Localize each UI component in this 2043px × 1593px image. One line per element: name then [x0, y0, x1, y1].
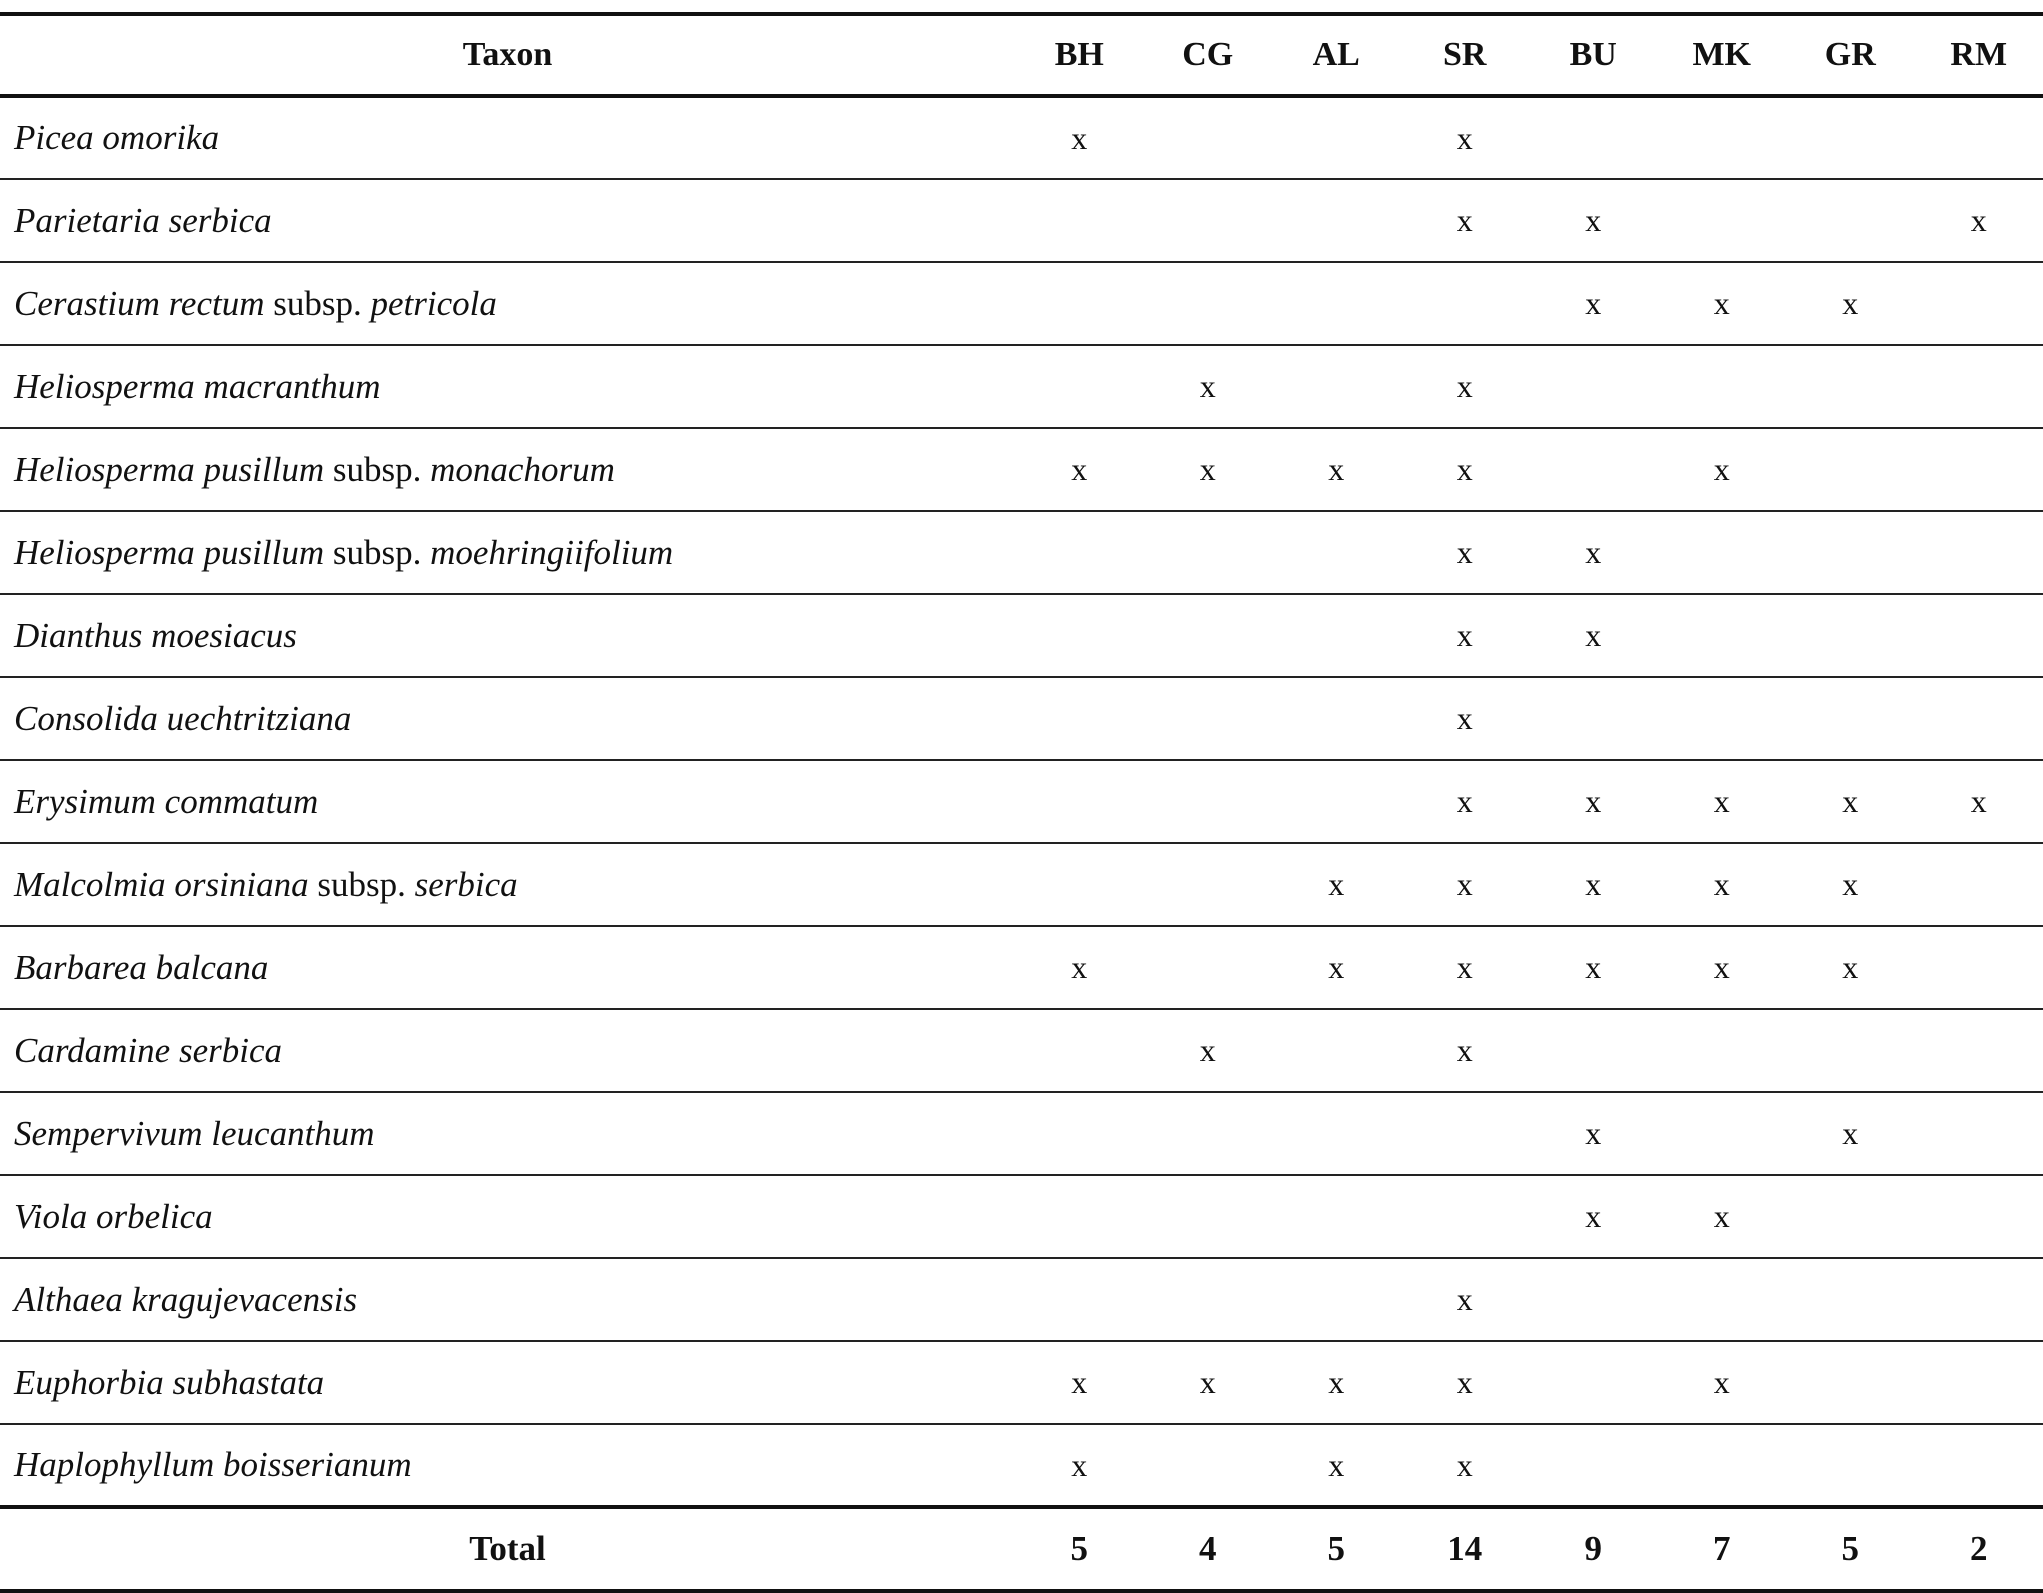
presence-cell: [1529, 179, 1658, 262]
presence-cell: [1272, 843, 1401, 926]
table-row: [0, 926, 2043, 1009]
taxon-genus-species: Erysimum commatum: [14, 782, 318, 821]
presence-cell: [1915, 428, 2043, 511]
header-site: CG: [1144, 14, 1273, 96]
presence-cell: [1401, 179, 1530, 262]
total-value: 2: [1915, 1507, 2043, 1591]
presence-mark: x: [1328, 1447, 1344, 1483]
presence-cell: [1915, 1341, 2043, 1424]
table-row: [0, 96, 2043, 179]
presence-mark: x: [1585, 617, 1601, 653]
presence-cell: [1401, 1009, 1530, 1092]
presence-cell: [1401, 428, 1530, 511]
presence-cell: [1401, 1175, 1530, 1258]
table-row: [0, 843, 2043, 926]
presence-mark: x: [1585, 783, 1601, 819]
presence-cell: [1915, 1175, 2043, 1258]
presence-mark: x: [1585, 1115, 1601, 1151]
presence-cell: [1658, 760, 1787, 843]
taxon-genus-species: Heliosperma macranthum: [14, 367, 381, 406]
taxon-genus-species: Cardamine serbica: [14, 1031, 282, 1070]
presence-cell: [1915, 262, 2043, 345]
presence-mark: x: [1457, 1447, 1473, 1483]
taxon-genus-species: Heliosperma pusillum: [14, 533, 324, 572]
presence-cell: [1144, 760, 1273, 843]
presence-cell: [1915, 594, 2043, 677]
presence-cell: [1786, 843, 1915, 926]
presence-cell: [1786, 1258, 1915, 1341]
presence-cell: [1658, 843, 1787, 926]
taxon-genus-species: Heliosperma pusillum: [14, 450, 324, 489]
taxon-genus-species: Euphorbia subhastata: [14, 1363, 324, 1402]
total-value: 5: [1786, 1507, 1915, 1591]
table-row: [0, 1258, 2043, 1341]
presence-mark: x: [1842, 866, 1858, 902]
presence-cell: [1401, 1341, 1530, 1424]
presence-mark: x: [1714, 285, 1730, 321]
presence-cell: [1015, 760, 1144, 843]
presence-mark: x: [1071, 120, 1087, 156]
presence-mark: x: [1200, 1032, 1216, 1068]
presence-cell: [1658, 677, 1787, 760]
total-value: 5: [1015, 1507, 1144, 1591]
presence-cell: [1015, 179, 1144, 262]
taxon-name: [0, 179, 1015, 262]
presence-mark: x: [1457, 1364, 1473, 1400]
taxon-name: [0, 1175, 1015, 1258]
presence-cell: [1401, 1092, 1530, 1175]
presence-mark: x: [1585, 534, 1601, 570]
presence-mark: x: [1457, 120, 1473, 156]
presence-mark: x: [1585, 1198, 1601, 1234]
presence-cell: [1786, 428, 1915, 511]
taxon-name: [0, 843, 1015, 926]
presence-cell: [1272, 1175, 1401, 1258]
presence-cell: [1786, 594, 1915, 677]
taxon-rank: subsp.: [333, 450, 422, 489]
taxon-genus-species: Cerastium rectum: [14, 284, 265, 323]
presence-cell: [1658, 96, 1787, 179]
taxon-name: [0, 760, 1015, 843]
taxon-name: [0, 262, 1015, 345]
taxon-name: [0, 1092, 1015, 1175]
presence-mark: x: [1328, 866, 1344, 902]
presence-mark: x: [1457, 783, 1473, 819]
presence-cell: [1144, 262, 1273, 345]
presence-cell: [1529, 594, 1658, 677]
table-row: [0, 1341, 2043, 1424]
table-row: [0, 345, 2043, 428]
taxon-name: [0, 1424, 1015, 1507]
presence-mark: x: [1457, 700, 1473, 736]
table-row: [0, 1175, 2043, 1258]
presence-cell: [1658, 1424, 1787, 1507]
presence-cell: [1401, 843, 1530, 926]
taxon-name: [0, 511, 1015, 594]
presence-cell: [1658, 179, 1787, 262]
table-header: [0, 14, 2043, 96]
presence-cell: [1015, 1258, 1144, 1341]
presence-cell: [1786, 1341, 1915, 1424]
table-row: [0, 1092, 2043, 1175]
presence-cell: [1529, 262, 1658, 345]
presence-cell: [1144, 1258, 1273, 1341]
table-footer: [0, 1507, 2043, 1591]
presence-mark: x: [1071, 451, 1087, 487]
table-row: [0, 1424, 2043, 1507]
presence-cell: [1144, 926, 1273, 1009]
taxon-genus-species: Haplophyllum boisserianum: [14, 1445, 412, 1484]
presence-cell: [1015, 1175, 1144, 1258]
taxon-genus-species: Picea omorika: [14, 118, 219, 157]
presence-cell: [1401, 1424, 1530, 1507]
presence-mark: x: [1842, 285, 1858, 321]
presence-cell: [1272, 594, 1401, 677]
header-site: MK: [1658, 14, 1787, 96]
presence-cell: [1401, 345, 1530, 428]
presence-mark: x: [1971, 202, 1987, 238]
presence-cell: [1015, 1092, 1144, 1175]
presence-cell: [1144, 96, 1273, 179]
presence-cell: [1401, 96, 1530, 179]
presence-cell: [1529, 926, 1658, 1009]
presence-cell: [1529, 1258, 1658, 1341]
presence-cell: [1015, 96, 1144, 179]
presence-cell: [1658, 1341, 1787, 1424]
header-site: SR: [1401, 14, 1530, 96]
presence-cell: [1272, 1092, 1401, 1175]
presence-cell: [1401, 594, 1530, 677]
presence-mark: x: [1328, 451, 1344, 487]
presence-cell: [1401, 760, 1530, 843]
presence-mark: x: [1971, 783, 1987, 819]
presence-cell: [1015, 262, 1144, 345]
presence-cell: [1272, 1009, 1401, 1092]
presence-cell: [1529, 345, 1658, 428]
header-taxon: Taxon: [0, 14, 1015, 96]
presence-mark: x: [1071, 1364, 1087, 1400]
presence-cell: [1015, 926, 1144, 1009]
presence-mark: x: [1457, 1281, 1473, 1317]
table-row: [0, 179, 2043, 262]
presence-cell: [1144, 677, 1273, 760]
presence-cell: [1786, 1009, 1915, 1092]
presence-cell: [1529, 843, 1658, 926]
presence-mark: x: [1457, 866, 1473, 902]
presence-mark: x: [1200, 1364, 1216, 1400]
presence-cell: [1786, 760, 1915, 843]
total-value: 5: [1272, 1507, 1401, 1591]
taxon-name: [0, 1009, 1015, 1092]
taxon-genus-species: Parietaria serbica: [14, 201, 272, 240]
presence-cell: [1272, 1424, 1401, 1507]
presence-cell: [1915, 843, 2043, 926]
presence-cell: [1915, 760, 2043, 843]
presence-mark: x: [1457, 451, 1473, 487]
presence-mark: x: [1714, 1198, 1730, 1234]
presence-cell: [1015, 677, 1144, 760]
presence-cell: [1658, 1092, 1787, 1175]
presence-cell: [1015, 345, 1144, 428]
presence-mark: x: [1457, 949, 1473, 985]
taxon-name: [0, 594, 1015, 677]
presence-cell: [1529, 1092, 1658, 1175]
total-value: 4: [1144, 1507, 1273, 1591]
presence-mark: x: [1071, 949, 1087, 985]
taxon-genus-species: Malcolmia orsiniana: [14, 865, 309, 904]
taxon-genus-species: Barbarea balcana: [14, 948, 268, 987]
presence-cell: [1658, 428, 1787, 511]
presence-cell: [1272, 179, 1401, 262]
presence-mark: x: [1714, 866, 1730, 902]
presence-cell: [1144, 843, 1273, 926]
presence-cell: [1529, 1424, 1658, 1507]
taxon-genus-species: Althaea kragujevacensis: [14, 1280, 357, 1319]
header-row: [0, 14, 2043, 96]
presence-cell: [1658, 1258, 1787, 1341]
presence-cell: [1915, 926, 2043, 1009]
table-body: [0, 96, 2043, 1507]
presence-cell: [1144, 1009, 1273, 1092]
presence-cell: [1272, 511, 1401, 594]
table-row: [0, 511, 2043, 594]
presence-cell: [1658, 1175, 1787, 1258]
taxon-genus-species: Consolida uechtritziana: [14, 699, 351, 738]
table-row: [0, 1009, 2043, 1092]
presence-cell: [1658, 345, 1787, 428]
presence-cell: [1786, 1424, 1915, 1507]
presence-cell: [1786, 345, 1915, 428]
presence-mark: x: [1714, 451, 1730, 487]
presence-cell: [1786, 96, 1915, 179]
presence-mark: x: [1585, 949, 1601, 985]
presence-mark: x: [1457, 617, 1473, 653]
presence-mark: x: [1585, 285, 1601, 321]
total-label: Total: [0, 1507, 1015, 1591]
presence-mark: x: [1842, 949, 1858, 985]
presence-cell: [1144, 179, 1273, 262]
presence-cell: [1401, 926, 1530, 1009]
presence-cell: [1272, 1341, 1401, 1424]
presence-mark: x: [1328, 949, 1344, 985]
taxon-name: [0, 1258, 1015, 1341]
total-row: [0, 1507, 2043, 1591]
presence-cell: [1915, 1424, 2043, 1507]
presence-cell: [1915, 96, 2043, 179]
presence-cell: [1144, 594, 1273, 677]
presence-cell: [1658, 1009, 1787, 1092]
taxon-infraspecific: moehringiifolium: [430, 533, 673, 572]
presence-mark: x: [1842, 783, 1858, 819]
taxon-name: [0, 926, 1015, 1009]
presence-cell: [1915, 1009, 2043, 1092]
taxon-name: [0, 677, 1015, 760]
presence-cell: [1015, 511, 1144, 594]
presence-cell: [1529, 1341, 1658, 1424]
presence-cell: [1401, 677, 1530, 760]
table-row: [0, 760, 2043, 843]
presence-cell: [1786, 1092, 1915, 1175]
taxon-infraspecific: monachorum: [430, 450, 615, 489]
presence-mark: x: [1071, 1447, 1087, 1483]
presence-mark: x: [1842, 1115, 1858, 1151]
presence-cell: [1529, 1175, 1658, 1258]
presence-cell: [1529, 1009, 1658, 1092]
presence-cell: [1401, 1258, 1530, 1341]
presence-cell: [1658, 262, 1787, 345]
presence-mark: x: [1457, 1032, 1473, 1068]
taxon-rank: subsp.: [273, 284, 362, 323]
taxon-genus-species: Sempervivum leucanthum: [14, 1114, 375, 1153]
presence-cell: [1529, 96, 1658, 179]
presence-cell: [1272, 345, 1401, 428]
presence-mark: x: [1457, 534, 1473, 570]
presence-mark: x: [1457, 368, 1473, 404]
header-site: BU: [1529, 14, 1658, 96]
table-row: [0, 677, 2043, 760]
total-value: 14: [1401, 1507, 1530, 1591]
taxon-name: [0, 428, 1015, 511]
presence-cell: [1015, 843, 1144, 926]
presence-mark: x: [1457, 202, 1473, 238]
presence-cell: [1786, 179, 1915, 262]
taxon-genus-species: Dianthus moesiacus: [14, 616, 297, 655]
presence-mark: x: [1714, 1364, 1730, 1400]
presence-mark: x: [1714, 949, 1730, 985]
presence-cell: [1658, 511, 1787, 594]
presence-cell: [1144, 428, 1273, 511]
presence-cell: [1272, 926, 1401, 1009]
presence-cell: [1272, 677, 1401, 760]
presence-cell: [1144, 1424, 1273, 1507]
total-value: 9: [1529, 1507, 1658, 1591]
presence-cell: [1144, 1092, 1273, 1175]
presence-cell: [1015, 1424, 1144, 1507]
table-row: [0, 428, 2043, 511]
taxon-rank: subsp.: [333, 533, 422, 572]
header-site: GR: [1786, 14, 1915, 96]
presence-cell: [1529, 760, 1658, 843]
total-value: 7: [1658, 1507, 1787, 1591]
presence-cell: [1272, 428, 1401, 511]
presence-cell: [1786, 262, 1915, 345]
presence-cell: [1529, 677, 1658, 760]
presence-cell: [1915, 511, 2043, 594]
presence-cell: [1272, 96, 1401, 179]
presence-cell: [1015, 428, 1144, 511]
presence-cell: [1144, 1175, 1273, 1258]
presence-cell: [1529, 428, 1658, 511]
taxon-distribution-table: [0, 12, 2043, 1593]
presence-cell: [1786, 926, 1915, 1009]
header-site: RM: [1915, 14, 2043, 96]
presence-cell: [1915, 179, 2043, 262]
taxon-rank: subsp.: [317, 865, 406, 904]
taxon-genus-species: Viola orbelica: [14, 1197, 213, 1236]
presence-mark: x: [1585, 866, 1601, 902]
header-site: AL: [1272, 14, 1401, 96]
presence-cell: [1529, 511, 1658, 594]
presence-cell: [1658, 926, 1787, 1009]
presence-cell: [1401, 262, 1530, 345]
presence-mark: x: [1714, 783, 1730, 819]
presence-cell: [1272, 1258, 1401, 1341]
presence-mark: x: [1200, 368, 1216, 404]
taxon-name: [0, 96, 1015, 179]
presence-cell: [1015, 594, 1144, 677]
presence-cell: [1015, 1009, 1144, 1092]
taxon-name: [0, 1341, 1015, 1424]
presence-cell: [1401, 511, 1530, 594]
presence-cell: [1915, 1258, 2043, 1341]
presence-cell: [1786, 511, 1915, 594]
table-row: [0, 262, 2043, 345]
presence-cell: [1915, 677, 2043, 760]
presence-mark: x: [1328, 1364, 1344, 1400]
presence-cell: [1915, 345, 2043, 428]
presence-cell: [1144, 511, 1273, 594]
taxon-infraspecific: petricola: [371, 284, 497, 323]
table-row: [0, 594, 2043, 677]
presence-cell: [1786, 677, 1915, 760]
taxon-name: [0, 345, 1015, 428]
header-site: BH: [1015, 14, 1144, 96]
presence-cell: [1915, 1092, 2043, 1175]
presence-cell: [1658, 594, 1787, 677]
taxon-infraspecific: serbica: [415, 865, 518, 904]
presence-cell: [1144, 1341, 1273, 1424]
presence-cell: [1272, 760, 1401, 843]
presence-mark: x: [1200, 451, 1216, 487]
presence-cell: [1272, 262, 1401, 345]
presence-cell: [1144, 345, 1273, 428]
presence-cell: [1786, 1175, 1915, 1258]
presence-mark: x: [1585, 202, 1601, 238]
presence-cell: [1015, 1341, 1144, 1424]
